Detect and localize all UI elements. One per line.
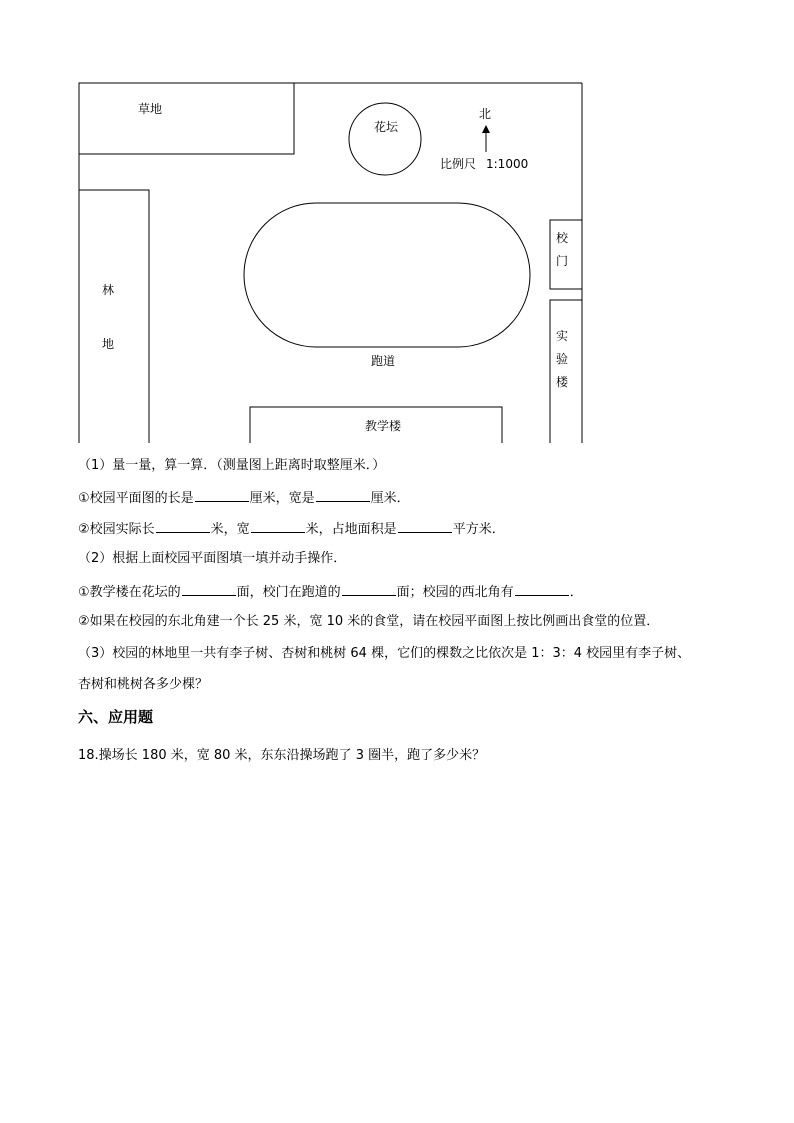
section-6-title: 六、应用题 (78, 708, 154, 726)
campus-plan-svg (78, 82, 583, 444)
q1-heading: （1）量一量，算一算．（测量图上距离时取整厘米．） (78, 458, 386, 473)
q18-text: 18.操场长 180 米，宽 80 米，东东沿操场跑了 3 圈半，跑了多少米？ (78, 748, 486, 763)
q3-line-2: 杏树和桃树各多少棵？ (78, 677, 209, 692)
north-label: 北 (479, 107, 492, 121)
flowerbed-circle (349, 103, 421, 175)
q2-heading: （2）根据上面校园平面图填一填并动手操作． (78, 551, 347, 566)
q1-a-text-2: 厘米，宽是 (249, 491, 315, 506)
q1-a-text-3: 厘米． (370, 491, 410, 506)
scale-label: 比例尺 (440, 157, 477, 171)
lab-building-area (550, 300, 582, 443)
gate-label-1: 校 (556, 231, 569, 245)
q1-b-blank-length[interactable] (156, 519, 210, 533)
q2-item-a (78, 582, 583, 602)
gate-label-2: 门 (556, 254, 569, 268)
lawn-label: 草地 (138, 102, 163, 116)
campus-plan-map (78, 82, 583, 444)
q1-b-text-2: 米，宽 (210, 522, 250, 537)
lab-label-2: 验 (556, 352, 569, 366)
q1-item-b (78, 519, 505, 539)
q2-a-text-3: 面；校园的西北角有 (396, 585, 514, 600)
flowerbed-label: 花坛 (374, 120, 399, 134)
q1-a-text-1: ①校园平面图的长是 (78, 491, 194, 506)
q2-a-text-1: ①教学楼在花坛的 (78, 585, 181, 600)
woods-area (79, 190, 149, 443)
lab-label-3: 楼 (556, 375, 569, 389)
running-track (244, 203, 530, 347)
lawn-area (79, 83, 294, 154)
q1-a-blank-width[interactable] (316, 488, 370, 502)
q2-a-text-4: ． (569, 585, 583, 600)
q1-a-blank-length[interactable] (195, 488, 249, 502)
woods-label-2: 地 (102, 337, 115, 351)
q2-a-blank-direction-1[interactable] (182, 582, 236, 596)
north-arrow-icon (482, 125, 490, 133)
q1-b-text-1: ②校园实际长 (78, 522, 155, 537)
q1-b-text-3: 米，占地面积是 (305, 522, 397, 537)
scale-value: 1:1000 (486, 157, 529, 171)
q1-b-text-4: 平方米． (452, 522, 505, 537)
q3-line-1: （3）校园的林地里一共有李子树、杏树和桃树 64 棵，它们的棵数之比依次是 1：3：4 校园里有李子树、 (78, 646, 691, 661)
q2-item-b: ②如果在校园的东北角建一个长 25 米，宽 10 米的食堂，请在校园平面图上按比例画出食堂的位置． (78, 614, 660, 629)
q2-a-blank-northwest[interactable] (515, 582, 569, 596)
q1-item-a (78, 488, 410, 508)
q2-a-text-2: 面，校门在跑道的 (236, 585, 341, 600)
q2-a-blank-direction-2[interactable] (342, 582, 396, 596)
teaching-building-label: 教学楼 (365, 419, 402, 433)
woods-label-1: 林 (102, 283, 115, 297)
track-label: 跑道 (371, 354, 396, 368)
q1-b-blank-area[interactable] (398, 519, 452, 533)
lab-label-1: 实 (556, 329, 569, 343)
q1-b-blank-width[interactable] (251, 519, 305, 533)
